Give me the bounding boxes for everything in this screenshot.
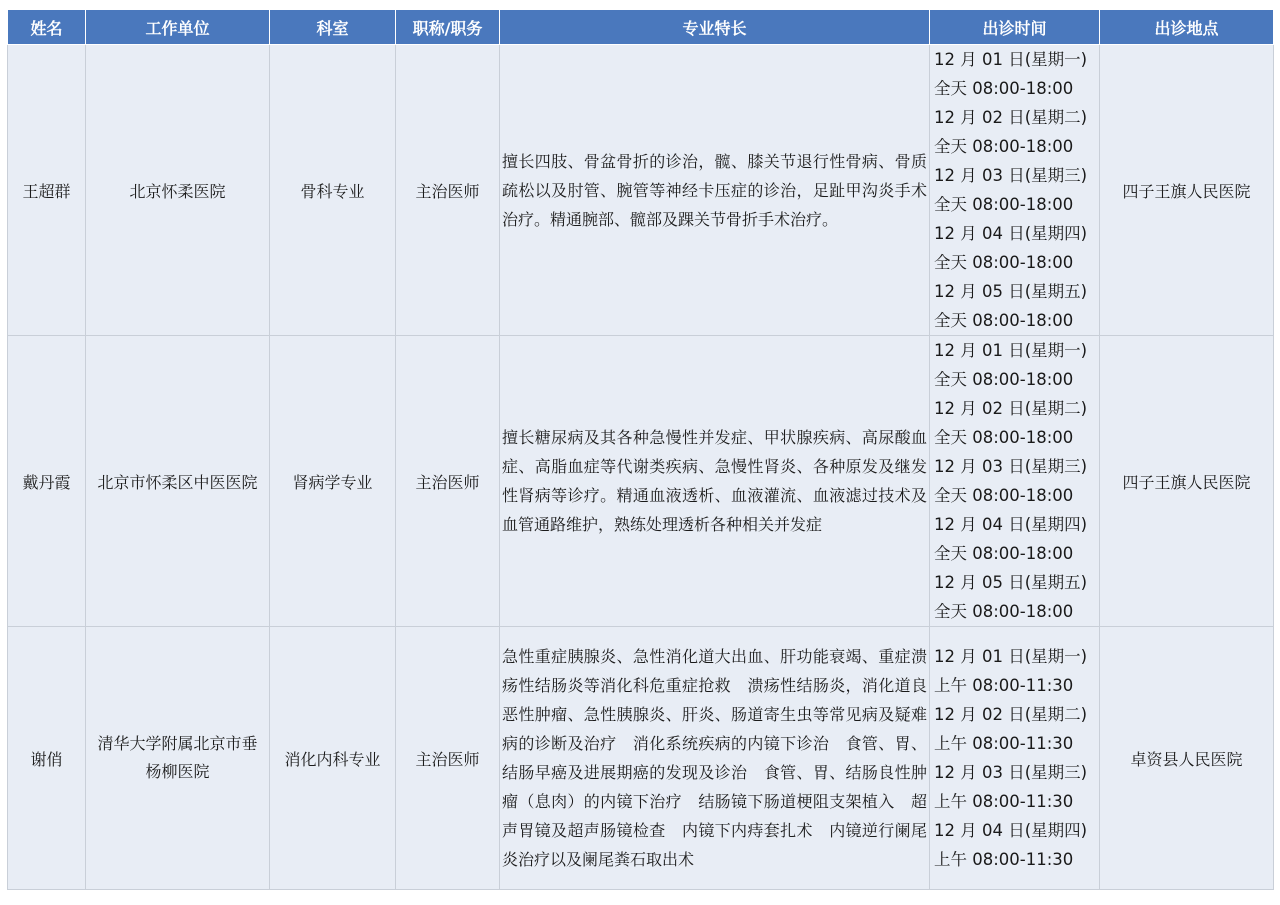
cell-name: 戴丹霞 [8,336,86,627]
table-row [8,336,1274,627]
header-unit: 工作单位 [86,10,270,45]
cell-time [930,627,1100,890]
cell-unit: 北京怀柔医院 [86,45,270,336]
time-line: 全天 08:00-18:00 [934,486,1074,505]
time-line: 12 月 02 日(星期二) [934,108,1088,127]
table-row [8,45,1274,336]
time-line: 12 月 02 日(星期二) [934,705,1088,724]
time-line: 全天 08:00-18:00 [934,602,1074,621]
time-line: 12 月 04 日(星期四) [934,224,1088,243]
cell-dept: 肾病学专业 [270,336,396,627]
cell-unit: 北京市怀柔区中医医院 [86,336,270,627]
cell-place: 四子王旗人民医院 [1100,45,1274,336]
time-line: 12 月 01 日(星期一) [934,341,1088,360]
header-place: 出诊地点 [1100,10,1274,45]
table-header-row [8,10,1274,45]
cell-dept: 消化内科专业 [270,627,396,890]
time-line: 上午 08:00-11:30 [934,850,1074,869]
time-line: 全天 08:00-18:00 [934,195,1074,214]
header-title: 职称/职务 [396,10,500,45]
cell-name: 王超群 [8,45,86,336]
time-line: 全天 08:00-18:00 [934,311,1074,330]
time-line: 全天 08:00-18:00 [934,428,1074,447]
header-name: 姓名 [8,10,86,45]
schedule-table-wrapper [7,9,1273,890]
time-line: 全天 08:00-18:00 [934,137,1074,156]
header-time: 出诊时间 [930,10,1100,45]
time-line: 上午 08:00-11:30 [934,676,1074,695]
time-line: 12 月 04 日(星期四) [934,821,1088,840]
time-line: 12 月 05 日(星期五) [934,573,1088,592]
doctor-schedule-table [7,9,1274,890]
time-line: 12 月 01 日(星期一) [934,647,1088,666]
cell-title: 主治医师 [396,45,500,336]
cell-specialty: 擅长四肢、骨盆骨折的诊治，髋、膝关节退行性骨病、骨质疏松以及肘管、腕管等神经卡压症的诊治，足趾甲沟炎手术治疗。精通腕部、髋部及踝关节骨折手术治疗。 [500,45,930,336]
header-specialty: 专业特长 [500,10,930,45]
cell-place: 四子王旗人民医院 [1100,336,1274,627]
table-row [8,627,1274,890]
time-line: 12 月 04 日(星期四) [934,515,1088,534]
header-dept: 科室 [270,10,396,45]
cell-specialty: 急性重症胰腺炎、急性消化道大出血、肝功能衰竭、重症溃疡性结肠炎等消化科危重症抢救 溃疡性结肠炎，消化道良恶性肿瘤、急性胰腺炎、肝炎、肠道寄生虫等常见病及疑难病的诊断及治疗 消化系统疾病的内镜下诊治 食管、胃、结肠早癌及进展期癌的发现及诊治 食管、胃、结肠良性肿瘤（息肉）的内镜下治疗 结肠镜下肠道梗阻支架植入 超声胃镜及超声肠镜检查 内镜下内痔套扎术 内镜逆行阑尾炎治疗以及阑尾粪石取出术 [500,627,930,890]
cell-specialty: 擅长糖尿病及其各种急慢性并发症、甲状腺疾病、高尿酸血症、高脂血症等代谢类疾病、急慢性肾炎、各种原发及继发性肾病等诊疗。精通血液透析、血液灌流、血液滤过技术及血管通路维护，熟练处理透析各种相关并发症 [500,336,930,627]
cell-time [930,336,1100,627]
cell-title: 主治医师 [396,336,500,627]
cell-unit: 清华大学附属北京市垂杨柳医院 [86,627,270,890]
time-line: 全天 08:00-18:00 [934,79,1074,98]
time-line: 12 月 05 日(星期五) [934,282,1088,301]
time-line: 上午 08:00-11:30 [934,792,1074,811]
time-line: 12 月 01 日(星期一) [934,50,1088,69]
time-line: 全天 08:00-18:00 [934,370,1074,389]
cell-dept: 骨科专业 [270,45,396,336]
cell-name: 谢俏 [8,627,86,890]
time-line: 12 月 03 日(星期三) [934,166,1088,185]
time-line: 12 月 03 日(星期三) [934,457,1088,476]
time-line: 上午 08:00-11:30 [934,734,1074,753]
time-line: 全天 08:00-18:00 [934,544,1074,563]
time-line: 全天 08:00-18:00 [934,253,1074,272]
cell-time [930,45,1100,336]
cell-place: 卓资县人民医院 [1100,627,1274,890]
cell-title: 主治医师 [396,627,500,890]
time-line: 12 月 02 日(星期二) [934,399,1088,418]
time-line: 12 月 03 日(星期三) [934,763,1088,782]
